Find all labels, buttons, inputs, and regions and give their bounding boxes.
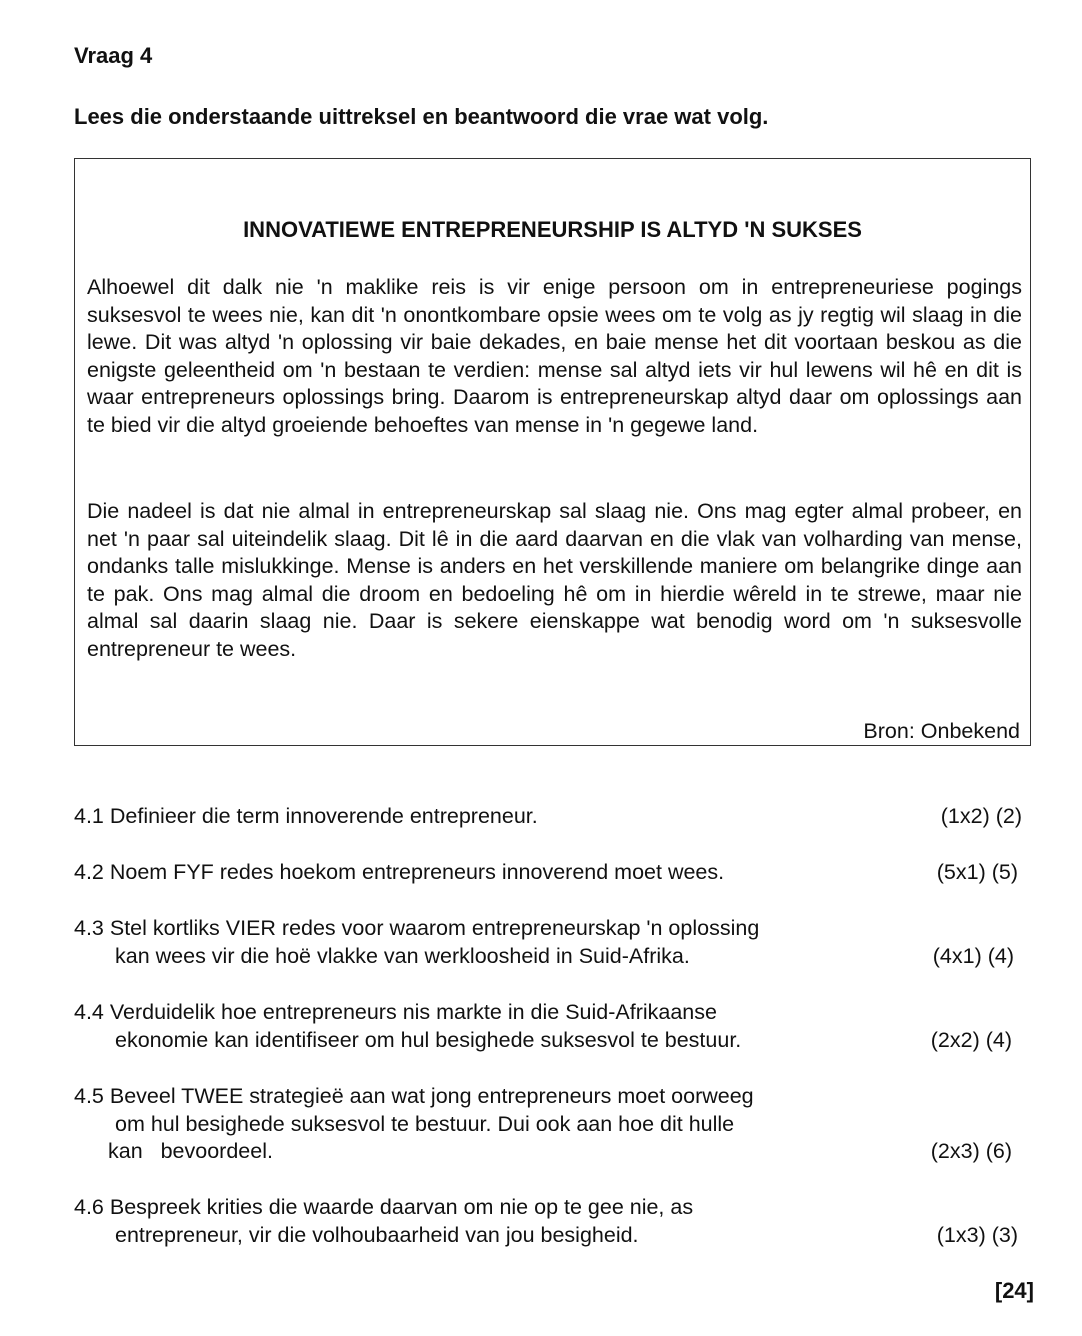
extract-paragraph-2: Die nadeel is dat nie almal in entrepreneurskap sal slaag nie. Ons mag egter almal probeer, en net 'n paar sal uiteindelik slaag. Dit lê in die aard daarvan en die vlak van volharding van mense, ondanks talle mislukkinge. Mense is anders en het verskillende maniere om belangrike dinge aan te pak. Ons mag almal die droom en bedoeling hê om in hierdie wêreld in te strewe, maar nie almal sal daarin slaag nie. Daar is sekere eienskappe wat benodig word om 'n suksesvolle entrepreneur te wees. [87, 499, 1022, 661]
total-marks: [24] [994, 1278, 1034, 1303]
question-4-2 [74, 859, 1022, 887]
question-4-6 [74, 1194, 1022, 1249]
question-marks: (2x2) (4) [930, 1027, 1012, 1052]
question-marks: (4x1) (4) [932, 943, 1014, 968]
extract-source: Bron: Onbekend [863, 719, 1020, 743]
question-line: kan bevoordeel. [108, 1139, 273, 1163]
extract-box [74, 158, 1031, 746]
question-line: 4.1 Definieer die term innoverende entrepreneur. [74, 804, 538, 828]
question-text [74, 803, 1022, 831]
question-text [74, 1083, 1022, 1166]
question-title: Vraag 4 [74, 43, 153, 68]
question-4-1 [74, 803, 1022, 831]
question-line: 4.3 Stel kortliks VIER redes voor waarom entrepreneurskap 'n oplossing [74, 916, 760, 940]
question-line: 4.4 Verduidelik hoe entrepreneurs nis markte in die Suid-Afrikaanse [74, 1000, 717, 1024]
extract-paragraph-1: Alhoewel dit dalk nie 'n maklike reis is vir enige persoon om in entrepreneuriese pogings suksesvol te wees nie, kan dit 'n onontkombare opsie wees om te volg as jy regtig wil slaag in die lewe. Dit was altyd 'n oplossing vir baie dekades, en baie mense het dit voortaan beskou as die enigste geleentheid om 'n bestaan te verdien: mense sal altyd iets vir hul lewens wil hê en dit is waar entrepreneurs oplossings bring. Daarom is entrepreneurskap altyd daar om oplossings aan te bied vir die altyd groeiende behoeftes van mense in 'n gegewe land. [87, 275, 1022, 437]
question-text [74, 999, 1022, 1054]
question-line: om hul besighede suksesvol te bestuur. Dui ook aan hoe dit hulle [115, 1111, 735, 1136]
question-marks: (5x1) (5) [936, 860, 1018, 884]
question-line: 4.5 Beveel TWEE strategieë aan wat jong entrepreneurs moet oorweeg [74, 1084, 754, 1108]
question-line: kan wees vir die hoë vlakke van werkloosheid in Suid-Afrika. [115, 943, 690, 968]
question-text [74, 915, 1022, 970]
question-line: 4.2 Noem FYF redes hoekom entrepreneurs innoverend moet wees. [74, 860, 725, 884]
question-marks: (2x3) (6) [930, 1139, 1012, 1163]
question-4-3 [74, 915, 1022, 970]
question-text [74, 1194, 1022, 1249]
question-marks: (1x2) (2) [940, 804, 1022, 828]
instruction: Lees die onderstaande uittreksel en beantwoord die vrae wat volg. [74, 104, 769, 129]
extract-title: INNOVATIEWE ENTREPRENEURSHIP IS ALTYD 'N SUKSES [243, 217, 862, 242]
question-4-4 [74, 999, 1022, 1054]
question-4-5 [74, 1083, 1022, 1166]
question-line: 4.6 Bespreek krities die waarde daarvan om nie op te gee nie, as [74, 1195, 694, 1219]
question-text [74, 859, 1022, 887]
question-line: entrepreneur, vir die volhoubaarheid van jou besigheid. [115, 1222, 639, 1247]
question-line: ekonomie kan identifiseer om hul besighede suksesvol te bestuur. [115, 1027, 742, 1052]
question-marks: (1x3) (3) [936, 1222, 1018, 1247]
